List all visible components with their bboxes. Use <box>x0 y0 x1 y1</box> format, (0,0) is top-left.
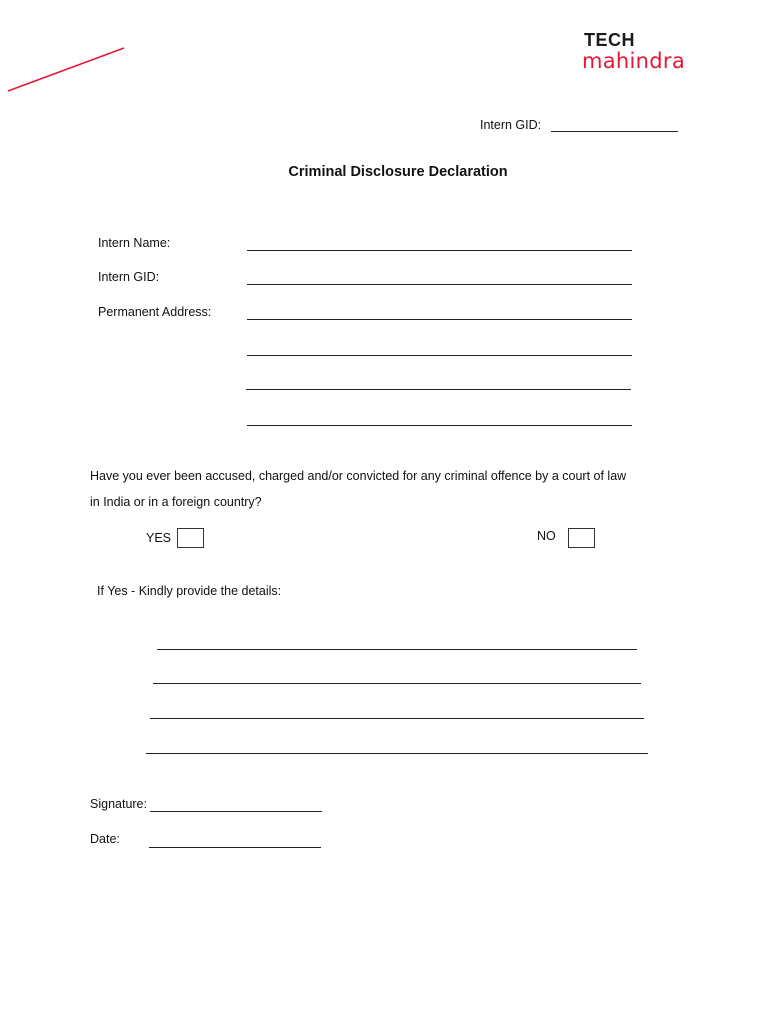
header-intern-gid-field[interactable] <box>551 131 678 132</box>
intern-name-field[interactable] <box>247 250 632 251</box>
signature-label: Signature: <box>90 797 147 811</box>
logo-mahindra-text: mahindra <box>582 49 686 73</box>
signature-field[interactable] <box>150 811 322 812</box>
date-field[interactable] <box>149 847 321 848</box>
permanent-address-label: Permanent Address: <box>98 305 212 319</box>
intern-gid-field[interactable] <box>247 284 632 285</box>
criminal-question-line-1: Have you ever been accused, charged and/or convicted for any criminal offence by a court of law <box>90 469 627 483</box>
intern-gid-label: Intern GID: <box>98 270 160 284</box>
decorative-red-stroke <box>0 40 140 100</box>
details-line-4[interactable] <box>146 753 648 754</box>
address-line-1[interactable] <box>247 319 632 320</box>
header-intern-gid-label: Intern GID: <box>480 118 542 132</box>
details-line-1[interactable] <box>157 649 637 650</box>
logo-tech-text: TECH <box>584 30 635 50</box>
yes-checkbox[interactable] <box>177 528 204 548</box>
intern-name-label: Intern Name: <box>98 236 171 250</box>
criminal-question-line-2: in India or in a foreign country? <box>90 495 262 509</box>
details-prompt: If Yes - Kindly provide the details: <box>97 584 282 598</box>
no-checkbox[interactable] <box>568 528 595 548</box>
no-label: NO <box>537 529 556 543</box>
page-title: Criminal Disclosure Declaration <box>288 164 508 180</box>
address-line-3[interactable] <box>246 389 631 390</box>
details-line-3[interactable] <box>150 718 644 719</box>
date-label: Date: <box>90 832 120 846</box>
yes-label: YES <box>146 531 172 545</box>
address-line-4[interactable] <box>247 425 632 426</box>
address-line-2[interactable] <box>247 355 632 356</box>
details-line-2[interactable] <box>153 683 641 684</box>
